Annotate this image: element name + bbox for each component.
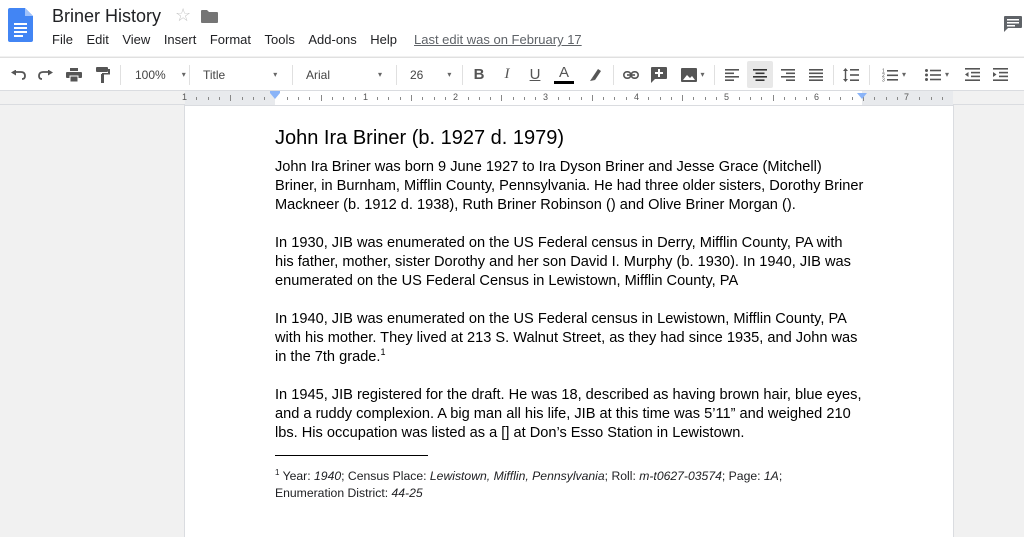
right-indent-handle[interactable] [857, 93, 867, 99]
paragraph[interactable] [275, 310, 865, 367]
font-value: Arial [306, 67, 331, 82]
ruler-tick [931, 97, 932, 100]
ruler-tick [208, 97, 209, 100]
align-left-icon[interactable] [720, 58, 744, 91]
ruler-number: 6 [814, 92, 820, 102]
footnote-page-label: ; Page: [721, 469, 764, 484]
ruler-tick [377, 97, 378, 100]
ruler-tick [513, 97, 514, 100]
ruler-tick [581, 97, 582, 100]
ruler-tick [750, 97, 751, 100]
print-icon[interactable] [62, 58, 86, 91]
insert-image-icon[interactable] [676, 58, 710, 91]
menu-edit[interactable]: Edit [86, 32, 109, 47]
ruler-tick [264, 97, 265, 100]
footnote[interactable] [275, 464, 865, 502]
ruler-tick [230, 95, 231, 101]
footnote-year-label: Year: [279, 469, 315, 484]
toolbar-divider [833, 65, 834, 85]
add-comment-icon[interactable] [647, 58, 671, 91]
ruler-tick [501, 95, 502, 101]
style-value: Title [203, 67, 226, 82]
bulleted-list-icon[interactable] [918, 58, 956, 91]
footnote-district-sep: ; [778, 469, 783, 484]
menu-tools[interactable]: Tools [264, 32, 295, 47]
footnote-district: 44-25 [391, 486, 423, 501]
last-edit-link[interactable]: Last edit was on February 17 [414, 32, 582, 47]
ruler-tick [309, 97, 310, 100]
font-family-select[interactable] [299, 58, 394, 91]
text-color-swatch [554, 81, 574, 84]
footnote-place: Lewistown, Mifflin, Pennsylvania [429, 469, 605, 484]
ruler-tick [592, 95, 593, 101]
align-justify-icon[interactable] [804, 58, 828, 91]
paragraph-text: In 1940, JIB was enumerated on the US Federal census in Lewistown, Mifflin County, PA with his mother. They lived at 213 S. Walnut Street, as they had since 1935, and John was in the 7th grade. [275, 311, 858, 365]
ruler-tick [490, 97, 491, 100]
italic-button[interactable]: I [504, 66, 510, 82]
toolbar-divider [462, 65, 463, 85]
text-color-button[interactable] [552, 58, 576, 91]
ruler-tick [739, 97, 740, 100]
ruler-number: 1 [182, 92, 188, 102]
ruler-tick [355, 97, 356, 100]
toolbar-divider [292, 65, 293, 85]
ruler-tick [468, 97, 469, 100]
footnote-marker: 1 [275, 468, 280, 477]
chevron-down-icon: ▾ [700, 70, 705, 79]
paragraph[interactable]: John Ira Briner was born 9 June 1927 to Ira Dyson Briner and Jesse Grace (Mitchell) Briner, in Burnham, Mifflin County, Pennsylvania. He had three older sisters, Dorothy Briner Mackneer (b. 1912 d. 1938), Ruth Briner Robinson () and Olive Briner Morgan (). [275, 159, 864, 213]
zoom-value: 100% [135, 67, 166, 82]
ruler-tick [626, 97, 627, 100]
footnote-place-label: ; Census Place: [341, 469, 430, 484]
ruler-tick [897, 97, 898, 100]
document-body[interactable] [275, 126, 865, 502]
document-page[interactable] [185, 106, 953, 537]
svg-text:1: 1 [881, 68, 885, 74]
ruler[interactable] [0, 91, 1024, 105]
ruler-tick [660, 97, 661, 100]
ruler-tick [242, 97, 243, 100]
underline-button[interactable]: U [529, 66, 541, 83]
document-title[interactable]: Briner History [52, 6, 162, 26]
font-size-value: 26 [410, 67, 424, 82]
toolbar-divider [869, 65, 870, 85]
chevron-down-icon: ▾ [181, 70, 186, 79]
chevron-down-icon: ▾ [447, 70, 452, 79]
ruler-tick [829, 97, 830, 100]
paint-format-icon[interactable] [91, 58, 115, 91]
font-size-select[interactable] [403, 58, 460, 91]
bold-button[interactable]: B [473, 66, 485, 83]
menu-help[interactable]: Help [370, 32, 398, 47]
footnote-reference[interactable]: 1 [380, 347, 386, 358]
footnote-separator [275, 455, 428, 456]
ruler-tick [558, 97, 559, 100]
insert-link-icon[interactable] [619, 58, 643, 91]
ruler-tick [434, 97, 435, 100]
ruler-tick [219, 97, 220, 100]
menu-insert[interactable]: Insert [163, 32, 197, 47]
ruler-tick [784, 97, 785, 100]
ruler-number: 7 [904, 92, 910, 102]
ruler-tick [287, 97, 288, 100]
ruler-tick [942, 97, 943, 100]
app-header [0, 0, 1024, 56]
google-docs-logo-icon[interactable] [8, 8, 33, 42]
ruler-tick [524, 97, 525, 100]
ruler-tick [321, 95, 322, 101]
line-spacing-icon[interactable] [839, 58, 863, 91]
chevron-down-icon: ▾ [273, 70, 278, 79]
ruler-tick [648, 97, 649, 100]
ruler-tick [411, 95, 412, 101]
ruler-tick [422, 97, 423, 100]
ruler-tick [682, 95, 683, 101]
ruler-tick [671, 97, 672, 100]
menu-addons[interactable]: Add-ons [308, 32, 357, 47]
ruler-number: 4 [634, 92, 640, 102]
footnote-year: 1940 [314, 469, 342, 484]
ruler-tick [332, 97, 333, 100]
ruler-tick [388, 97, 389, 100]
chevron-down-icon: ▾ [378, 70, 383, 79]
toolbar-divider [120, 65, 121, 85]
align-right-icon[interactable] [776, 58, 800, 91]
footnote-district-label: Enumeration District: [275, 486, 392, 501]
highlight-color-icon[interactable] [583, 58, 607, 91]
toolbar-divider [189, 65, 190, 85]
ruler-tick [874, 97, 875, 100]
redo-icon[interactable] [34, 58, 58, 91]
menu-view[interactable]: View [122, 32, 151, 47]
ruler-number: 3 [543, 92, 549, 102]
menu-format[interactable]: Format [209, 32, 251, 47]
ruler-number: 2 [453, 92, 459, 102]
footnote-roll-label: ; Roll: [604, 469, 640, 484]
toolbar-divider [613, 65, 614, 85]
ruler-tick [840, 97, 841, 100]
ruler-tick [298, 97, 299, 100]
comments-icon[interactable] [1004, 16, 1022, 32]
ruler-tick [886, 97, 887, 100]
ruler-tick [806, 97, 807, 100]
text-color-label: A [558, 64, 569, 81]
ruler-tick [196, 97, 197, 100]
document-heading[interactable]: John Ira Briner (b. 1927 d. 1979) [275, 127, 565, 149]
star-icon[interactable]: ☆ [175, 5, 192, 25]
paragraph[interactable]: In 1945, JIB registered for the draft. He was 18, described as having brown hair, blue eyes, and a ruddy complexion. A big man all his life, JIB at this time was 5’11” and weighed 210 lbs. His occupation was listed as a [] at Don’s Esso Station in Lewistown. [275, 387, 862, 441]
left-indent-handle[interactable] [270, 93, 280, 99]
ruler-tick [603, 97, 604, 100]
align-center-icon[interactable] [747, 61, 773, 88]
toolbar-divider [714, 65, 715, 85]
toolbar-divider [396, 65, 397, 85]
ruler-tick [535, 97, 536, 100]
footnote-page: 1A [763, 469, 779, 484]
ruler-tick [761, 97, 762, 100]
ruler-tick [919, 97, 920, 100]
ruler-tick [569, 97, 570, 100]
folder-icon[interactable] [201, 10, 218, 23]
footnote-roll: m-t0627-03574 [639, 469, 722, 484]
chevron-down-icon: ▾ [944, 70, 949, 79]
numbered-list-icon[interactable] [875, 58, 913, 91]
paragraph-style-select[interactable] [196, 58, 291, 91]
ruler-tick [614, 97, 615, 100]
menu-file[interactable]: File [52, 32, 73, 47]
zoom-select[interactable] [128, 58, 184, 91]
ruler-tick [253, 97, 254, 100]
decrease-indent-icon[interactable] [960, 58, 984, 91]
ruler-tick [795, 97, 796, 100]
ruler-tick [445, 97, 446, 100]
undo-icon[interactable] [6, 58, 30, 91]
ruler-tick [705, 97, 706, 100]
svg-text:2: 2 [881, 72, 885, 79]
menu-bar [52, 32, 411, 47]
svg-text:3: 3 [881, 77, 885, 82]
ruler-tick [479, 97, 480, 100]
ruler-number: 1 [363, 92, 369, 102]
increase-indent-icon[interactable] [988, 58, 1012, 91]
paragraph[interactable]: In 1930, JIB was enumerated on the US Federal census in Derry, Mifflin County, PA with his father, mother, sister Dorothy and her son David I. Murphy (b. 1930). In 1940, JIB was enumerated on the US Federal Census in Lewistown, Mifflin County, PA [275, 235, 851, 289]
ruler-tick [716, 97, 717, 100]
toolbar [0, 57, 1024, 91]
ruler-tick [400, 97, 401, 100]
ruler-tick [343, 97, 344, 100]
ruler-tick [852, 97, 853, 100]
ruler-number: 5 [724, 92, 730, 102]
chevron-down-icon: ▾ [901, 70, 906, 79]
ruler-tick [773, 95, 774, 101]
ruler-tick [693, 97, 694, 100]
